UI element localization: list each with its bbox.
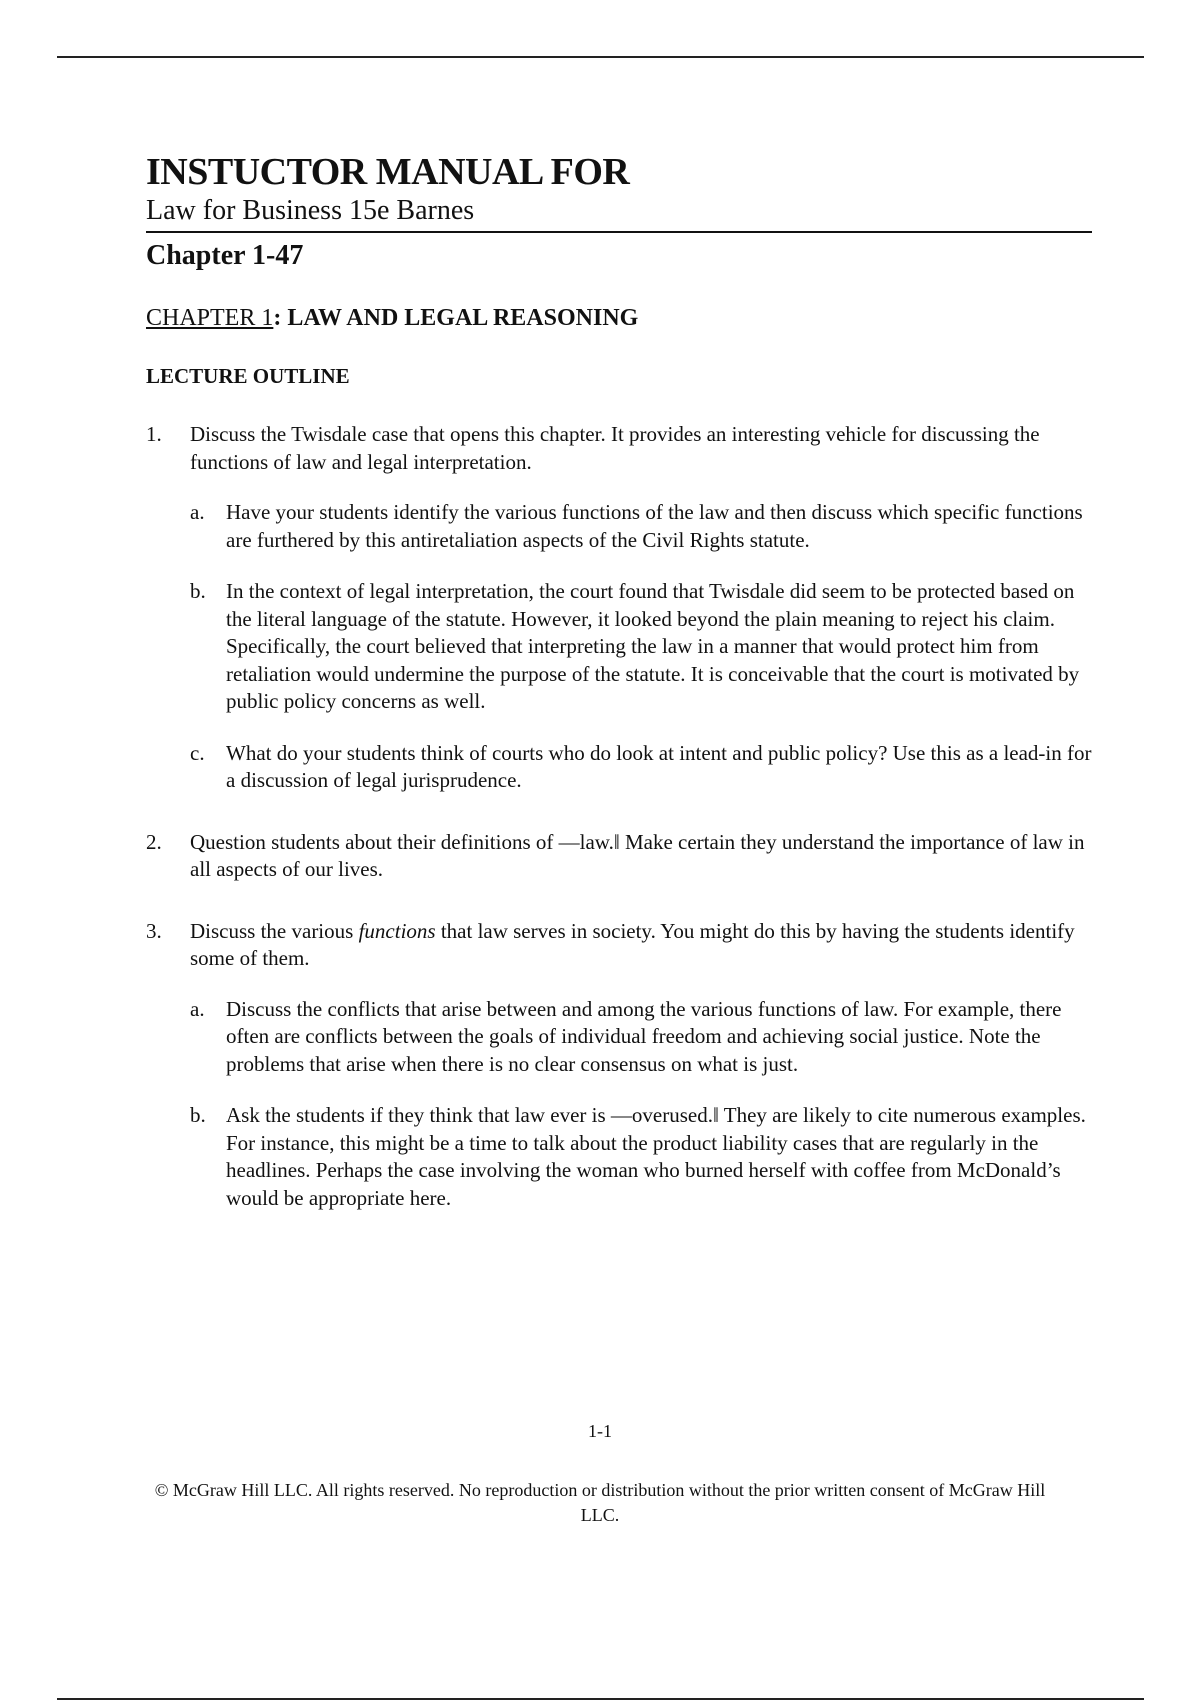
outline-item-text: Question students about their definitions of —law.‖ Make certain they understand the importance of law in all aspects of our lives. [190, 829, 1085, 881]
outline-sublist [190, 996, 1092, 1213]
outline-item-emphasis: functions [358, 918, 436, 943]
outline-subitem-text: Ask the students if they think that law ever is —overused.‖ They are likely to cite numerous examples. For instance, this might be a time to talk about the product liability cases that are regularly in the headlines. Perhaps the case involving the woman who burned herself with coffee from McDonald’s would be appropriate here. [226, 1103, 1086, 1210]
chapter-title: : LAW AND LEGAL REASONING [273, 305, 639, 331]
outline-subitem-letter: b. [190, 1103, 206, 1127]
document-title: INSTUCTOR MANUAL FOR [146, 151, 630, 193]
outline-subitem-1c [190, 740, 1092, 795]
page-content [146, 150, 1092, 1246]
outline-subitem-text: Have your students identify the various functions of the law and then discuss which specific functions are furthered by this antiretaliation aspects of the Civil Rights statute. [226, 500, 1083, 552]
chapter-heading [146, 303, 1092, 333]
outline-item-number: 2. [146, 829, 162, 854]
section-heading: LECTURE OUTLINE [146, 364, 350, 388]
top-rule [57, 56, 1144, 58]
chapter-link[interactable]: CHAPTER 1 [146, 305, 274, 331]
page-number: 1-1 [588, 1421, 612, 1441]
outline-item-number: 1. [146, 422, 162, 446]
lecture-outline-list [146, 421, 1092, 1212]
document-subtitle: Law for Business 15e Barnes [146, 194, 1092, 233]
outline-subitem-letter: b. [190, 579, 206, 603]
outline-subitem-text: Discuss the conflicts that arise between and among the various functions of law. For example, there often are conflicts between the goals of individual freedom and achieving social justice. Note the problems that arise when there is no clear consensus on what is just. [226, 996, 1062, 1076]
outline-subitem-1b [190, 578, 1092, 716]
outline-subitem-3a [190, 996, 1092, 1079]
outline-subitem-1a [190, 499, 1092, 554]
outline-subitem-letter: a. [190, 996, 205, 1021]
outline-item-text-after: that law serves in society. You might do this by having the students identify some of them. [190, 918, 1075, 970]
outline-subitem-3b [190, 1102, 1092, 1212]
outline-item-number: 3. [146, 918, 162, 943]
outline-item-3 [146, 918, 1092, 1213]
outline-item-text-before: Discuss the various [190, 918, 359, 943]
outline-subitem-letter: c. [190, 740, 205, 765]
outline-item-2 [146, 829, 1092, 884]
outline-item-1 [146, 421, 1092, 795]
copyright-notice: © McGraw Hill LLC. All rights reserved. No reproduction or distribution without the prior written consent of McGraw Hill LLC. [154, 1480, 1046, 1525]
outline-subitem-letter: a. [190, 500, 205, 524]
outline-subitem-text: What do your students think of courts who do look at intent and public policy? Use this as a lead-in for a discussion of legal jurisprudence. [226, 740, 1092, 792]
outline-subitem-text: In the context of legal interpretation, the court found that Twisdale did seem to be protected based on the literal language of the statute. However, it looked beyond the plain meaning to reject his claim. Specifically, the court believed that interpreting the law in a manner that would protect him from retaliation would undermine the purpose of the statute. It is conceivable that the court is motivated by public policy concerns as well. [226, 579, 1080, 713]
document-chapter-range: Chapter 1-47 [146, 240, 304, 271]
outline-item-text: Discuss the Twisdale case that opens this chapter. It provides an interesting vehicle for discussing the functions of law and legal interpretation. [190, 422, 1040, 474]
outline-sublist [190, 499, 1092, 795]
